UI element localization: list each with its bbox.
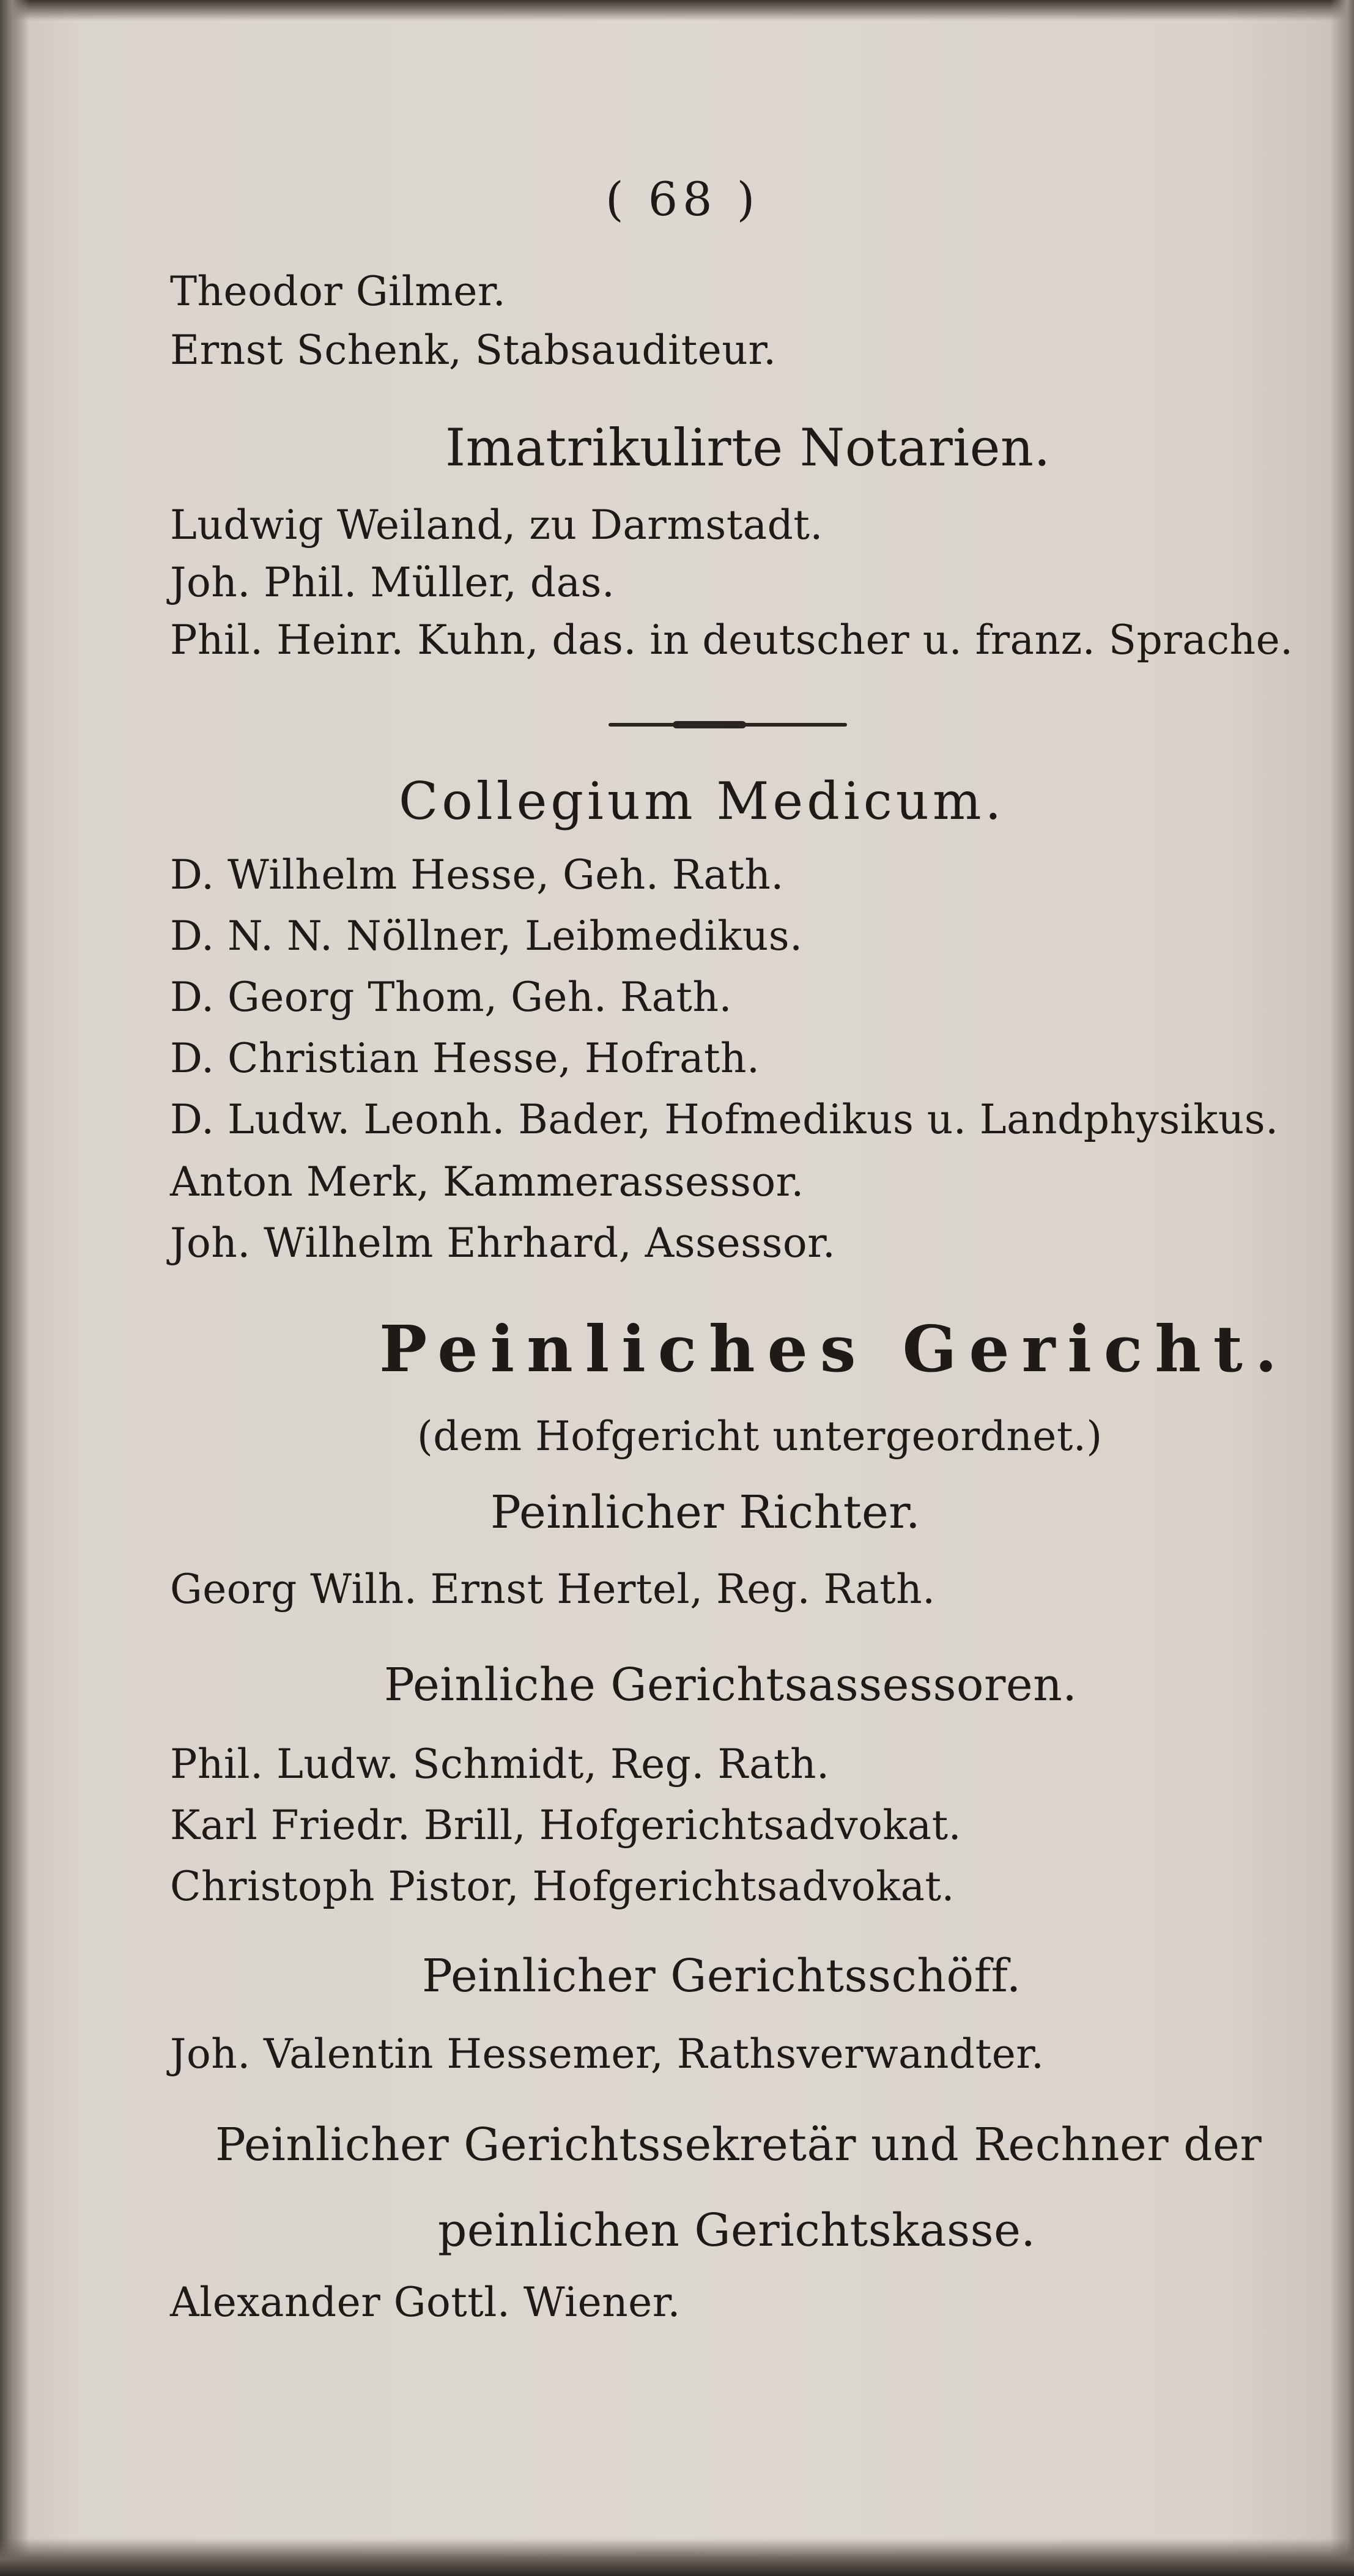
collegium-entry: D. Wilhelm Hesse, Geh. Rath. <box>170 851 784 898</box>
collegium-entry: Anton Merk, Kammerassessor. <box>170 1158 804 1205</box>
assessor-entry: Christoph Pistor, Hofgerichtsadvokat. <box>170 1863 955 1910</box>
collegium-entry: D. Georg Thom, Geh. Rath. <box>170 974 732 1021</box>
collegium-entry: D. N. N. Nöllner, Leibmedikus. <box>170 912 803 960</box>
notary-entry: Ludwig Weiland, zu Darmstadt. <box>170 502 823 549</box>
name-line: Ernst Schenk, Stabsauditeur. <box>170 327 777 374</box>
collegium-entry: Joh. Wilhelm Ehrhard, Assessor. <box>170 1220 836 1267</box>
secretary-entry: Alexander Gottl. Wiener. <box>170 2279 681 2326</box>
secretary-heading-line2: peinlichen Gerichtskasse. <box>438 2204 1036 2257</box>
assessors-heading: Peinliche Gerichtsassessoren. <box>384 1659 1078 1711</box>
notary-entry: Phil. Heinr. Kuhn, das. in deutscher u. franz. Sprache. <box>170 616 1293 664</box>
page-bottom-shadow <box>0 2538 1354 2576</box>
court-subheading: (dem Hofgericht untergeordnet.) <box>417 1413 1103 1460</box>
notary-entry: Joh. Phil. Müller, das. <box>170 559 615 606</box>
section-heading-collegium: Collegium Medicum. <box>399 771 1005 831</box>
section-heading-court: Peinliches Gericht. <box>379 1311 1290 1386</box>
judge-entry: Georg Wilh. Ernst Hertel, Reg. Rath. <box>170 1566 936 1613</box>
schoeff-entry: Joh. Valentin Hessemer, Rathsverwandter. <box>170 2030 1045 2078</box>
judge-heading: Peinlicher Richter. <box>490 1486 920 1539</box>
collegium-entry: D. Ludw. Leonh. Bader, Hofmedikus u. Landphysikus. <box>170 1096 1279 1143</box>
secretary-heading-line1: Peinlicher Gerichtssekretär und Rechner der <box>215 2119 1262 2171</box>
page-right-edge <box>1331 0 1354 2576</box>
book-spine-shadow <box>0 0 29 2576</box>
assessor-entry: Karl Friedr. Brill, Hofgerichtsadvokat. <box>170 1802 962 1849</box>
name-line: Theodor Gilmer. <box>170 268 506 315</box>
section-divider-center <box>673 721 746 728</box>
collegium-entry: D. Christian Hesse, Hofrath. <box>170 1035 760 1082</box>
assessor-entry: Phil. Ludw. Schmidt, Reg. Rath. <box>170 1741 830 1788</box>
section-heading-notaries: Imatrikulirte Notarien. <box>445 418 1051 478</box>
schoeff-heading: Peinlicher Gerichtsschöff. <box>422 1950 1021 2002</box>
page-top-shadow <box>0 0 1354 21</box>
page-number: ( 68 ) <box>605 172 760 226</box>
